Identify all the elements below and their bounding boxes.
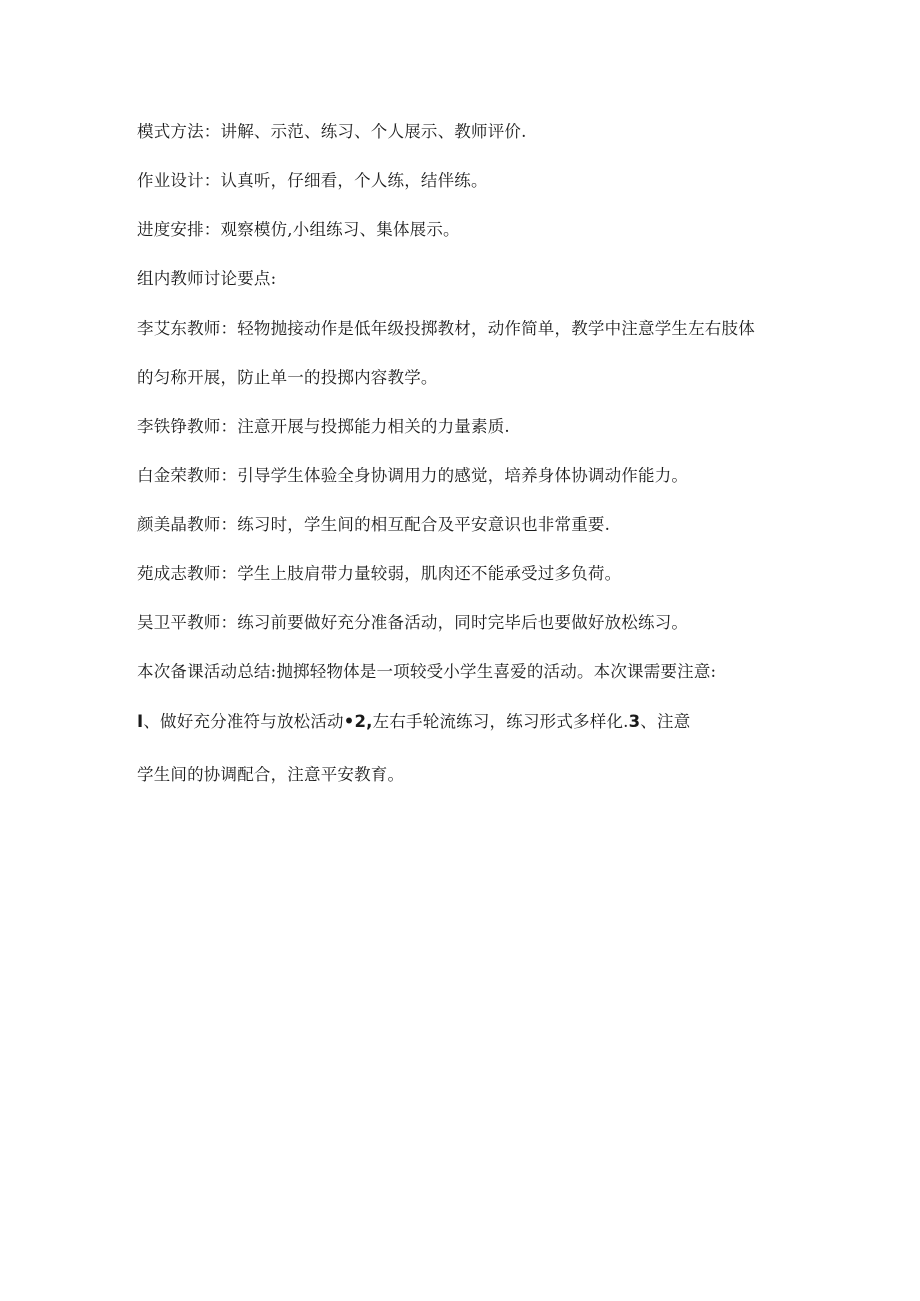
summary-number-2: •2, <box>343 712 373 731</box>
line-summary-end: 学生间的协调配合，注意平安教育。 <box>137 765 405 784</box>
line-teacher-yan-meijing: 颜美晶教师：练习时，学生间的相互配合及平安意识也非常重要. <box>137 515 611 534</box>
line-summary-heading: 本次备课活动总结:抛掷轻物体是一项较受小学生喜爱的活动。本次课需要注意: <box>137 662 717 681</box>
line-teaching-method: 模式方法：讲解、示范、练习、个人展示、教师评价. <box>137 122 527 141</box>
summary-point-2: 左右手轮流练习，练习形式多样化. <box>372 712 629 731</box>
line-discussion-heading: 组内教师讨论要点: <box>137 269 277 288</box>
line-homework-design: 作业设计：认真听，仔细看，个人练，结伴练。 <box>137 171 488 190</box>
summary-number-3: 3 <box>628 712 641 731</box>
line-summary-points <box>137 711 690 733</box>
summary-number-1: I <box>137 712 144 731</box>
summary-point-1: 、做好充分准符与放松活动 <box>143 712 344 731</box>
line-schedule: 进度安排：观察模仿,小组练习、集体展示。 <box>137 220 460 239</box>
line-teacher-li-aidong-cont: 的匀称开展，防止单一的投掷内容教学。 <box>137 368 438 387</box>
line-teacher-li-aidong: 李艾东教师：轻物抛接动作是低年级投掷教材，动作简单，教学中注意学生左右肢体 <box>137 319 755 338</box>
line-teacher-bai-jinrong: 白金荣教师：引导学生体验全身协调用力的感觉，培养身体协调动作能力。 <box>137 466 689 485</box>
line-teacher-li-tiezheng: 李铁铮教师：注意开展与投掷能力相关的力量素质. <box>137 417 510 436</box>
summary-point-3: 、注意 <box>640 712 691 731</box>
line-teacher-wu-weiping: 吴卫平教师：练习前要做好充分准备活动，同时完毕后也要做好放松练习。 <box>137 613 689 632</box>
line-teacher-yuan-chengzhi: 苑成志教师：学生上肢肩带力量较弱，肌肉还不能承受过多负荷。 <box>137 564 622 583</box>
